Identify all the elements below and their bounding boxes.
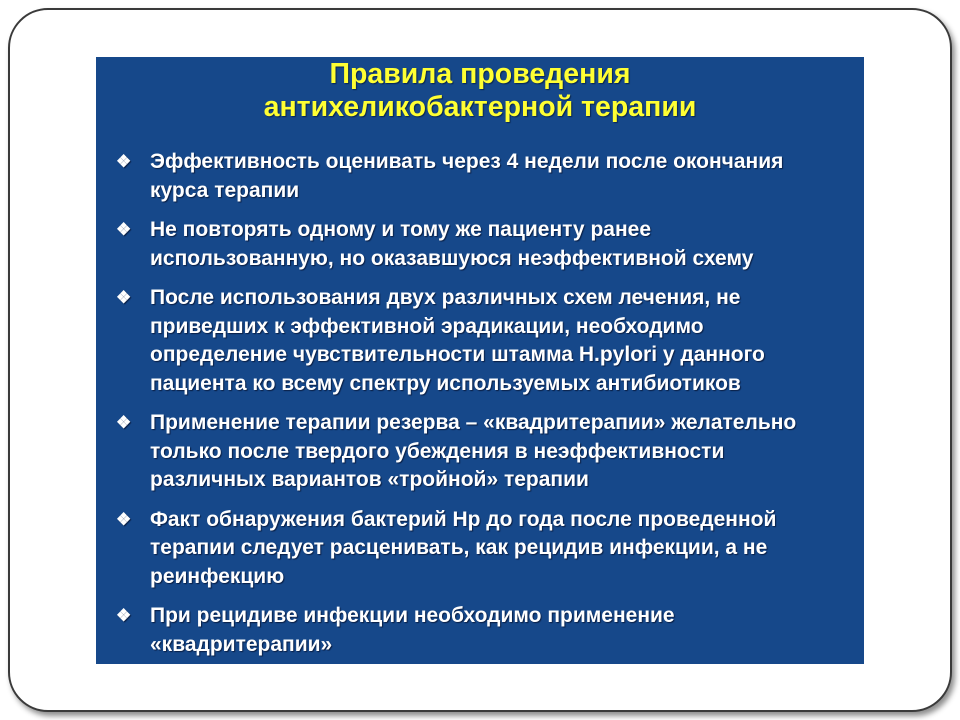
list-item-line: Применение терапии резерва – «квадритерапии» желательно xyxy=(150,411,797,434)
slide-content-panel xyxy=(96,57,864,664)
list-item-text xyxy=(150,148,854,205)
list-item-text xyxy=(150,602,854,659)
list-item-line: реинфекцию xyxy=(150,564,285,588)
list-item xyxy=(96,216,864,273)
list-item-line: пациента ко всему спектру используемых антибиотиков xyxy=(150,371,741,395)
list-item-line: Эффективность оценивать через 4 недели после окончания xyxy=(150,150,784,173)
list-item-line: только после твердого убеждения в неэффективности xyxy=(150,439,725,463)
slide-title xyxy=(96,57,864,124)
list-item-line: терапии следует расценивать, как рецидив инфекции, а не xyxy=(150,536,768,559)
diamond-bullet-icon: ❖ xyxy=(116,606,132,625)
slide-title-line: антихеликобактерной терапии xyxy=(263,91,697,123)
rules-list xyxy=(96,148,864,659)
list-item-line: курса терапии xyxy=(150,178,300,202)
list-item-text xyxy=(150,284,854,398)
list-item-line: определение чувствительности штамма H.pylori у данного xyxy=(150,343,765,366)
slide-title-line: Правила проведения xyxy=(329,58,631,90)
list-item-line: После использования двух различных схем лечения, не xyxy=(150,286,741,309)
list-item-text xyxy=(150,506,854,592)
list-item-line: Факт обнаружения бактерий Hp до года после проведенной xyxy=(150,507,777,531)
list-item xyxy=(96,602,864,659)
list-item-text xyxy=(150,409,854,495)
list-item xyxy=(96,409,864,495)
list-item xyxy=(96,506,864,592)
diamond-bullet-icon: ❖ xyxy=(116,220,132,239)
diamond-bullet-icon: ❖ xyxy=(116,152,132,171)
list-item-line: различных вариантов «тройной» терапии xyxy=(150,468,589,491)
list-item xyxy=(96,148,864,205)
diamond-bullet-icon: ❖ xyxy=(116,509,132,529)
list-item-line: приведших к эффективной эрадикации, необходимо xyxy=(150,314,704,338)
list-item-line: «квадритерапии» xyxy=(150,632,333,656)
diamond-bullet-icon: ❖ xyxy=(116,413,132,432)
list-item-line: использованную, но оказавшуюся неэффективной схему xyxy=(150,246,754,270)
list-item-line: При рецидиве инфекции необходимо применение xyxy=(150,604,675,627)
diamond-bullet-icon: ❖ xyxy=(116,288,132,307)
list-item xyxy=(96,284,864,398)
list-item-text xyxy=(150,216,854,273)
list-item-line: Не повторять одному и тому же пациенту ранее xyxy=(150,218,651,241)
